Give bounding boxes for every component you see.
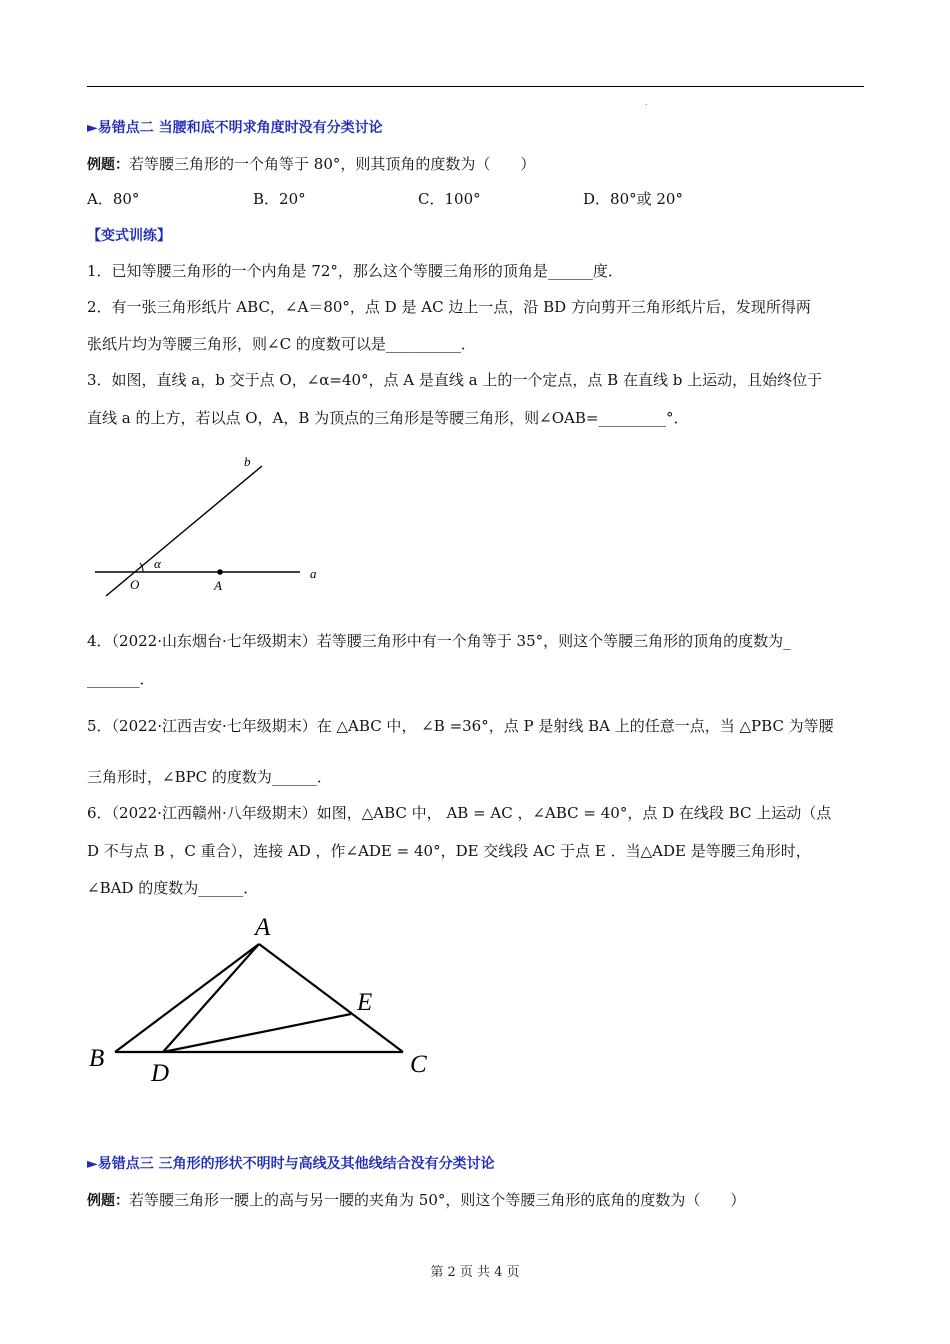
option-c: C．100° bbox=[418, 190, 481, 208]
problem-6-line-3: ∠BAD 的度数为______． bbox=[87, 879, 259, 897]
problem-5-line-1: 5．（2022·江西吉安·七年级期末）在 △ABC 中， ∠B =36°，点 P 是射线 BA 上的任意一点，当 △PBC 为等腰 bbox=[87, 717, 834, 735]
problem-3-line-1: 3．如图，直线 a，b 交于点 O，∠α=40°，点 A 是直线 a 上的一个定点，点 B 在直线 b 上运动，且始终位于 bbox=[87, 371, 823, 389]
segment-ab bbox=[115, 944, 259, 1052]
problem-3-line-2: 直线 a 的上方，若以点 O，A，B 为顶点的三角形是等腰三角形，则∠OAB=_________°． bbox=[87, 409, 689, 427]
option-d: D．80°或 20° bbox=[583, 190, 683, 208]
label-b: b bbox=[244, 454, 251, 469]
label-line-a: a bbox=[310, 566, 317, 581]
segment-ac bbox=[259, 944, 403, 1052]
label-point-e: E bbox=[357, 989, 373, 1016]
problem-6-line-1: 6．（2022·江西赣州·八年级期末）如图，△ABC 中， AB = AC ，∠ABC = 40°，点 D 在线段 BC 上运动（点 bbox=[87, 804, 832, 822]
problem-4-line-1: 4．（2022·山东烟台·七年级期末）若等腰三角形中有一个角等于 35°，则这个等腰三角形的顶角的度数为_ bbox=[87, 632, 791, 650]
figure-triangle-abc bbox=[85, 908, 445, 1088]
label-point-a: A bbox=[214, 578, 222, 593]
header-dot: . bbox=[645, 98, 648, 107]
example-label: 例题： bbox=[87, 1193, 129, 1209]
problem-2-line-2: 张纸片均为等腰三角形，则∠C 的度数可以是__________． bbox=[87, 335, 476, 353]
example-text: 若等腰三角形的一个角等于 80°，则其顶角的度数为（ ） bbox=[129, 155, 536, 173]
problem-4-line-2: _______． bbox=[87, 670, 155, 688]
example-1 bbox=[87, 154, 535, 175]
label-vertex-c: C bbox=[410, 1051, 427, 1078]
problem-2-line-1: 2．有一张三角形纸片 ABC，∠A＝80°，点 D 是 AC 边上一点，沿 BD 方向剪开三角形纸片后，发现所得两 bbox=[87, 298, 811, 316]
section-2-title: ►易错点二 当腰和底不明求角度时没有分类讨论 bbox=[87, 120, 383, 136]
header-rule bbox=[87, 86, 864, 87]
option-b: B．20° bbox=[253, 190, 306, 208]
practice-label: 【变式训练】 bbox=[87, 228, 171, 244]
label-o: O bbox=[130, 577, 140, 592]
example-2 bbox=[87, 1190, 745, 1211]
label-vertex-a: A bbox=[255, 914, 271, 941]
section-3-title: ►易错点三 三角形的形状不明时与高线及其他线结合没有分类讨论 bbox=[87, 1156, 495, 1172]
problem-5-line-2: 三角形时，∠BPC 的度数为______． bbox=[87, 768, 332, 786]
point-a-dot bbox=[217, 569, 223, 575]
example-text: 若等腰三角形一腰上的高与另一腰的夹角为 50°，则这个等腰三角形的底角的度数为（ ） bbox=[129, 1191, 746, 1209]
label-point-d: D bbox=[151, 1060, 170, 1087]
problem-6-line-2: D 不与点 B ，C 重合），连接 AD ，作∠ADE = 40°，DE 交线段 AC 于点 E ．当△ADE 是等腰三角形时， bbox=[87, 842, 811, 860]
figure-lines-a-b bbox=[90, 450, 330, 600]
label-alpha: α bbox=[154, 556, 161, 571]
option-a: A．80° bbox=[87, 190, 140, 208]
problem-1: 1．已知等腰三角形的一个内角是 72°，那么这个等腰三角形的顶角是______度． bbox=[87, 262, 623, 280]
example-label: 例题： bbox=[87, 157, 129, 173]
label-vertex-b: B bbox=[89, 1045, 105, 1072]
page-footer: 第 2 页 共 4 页 bbox=[430, 1265, 520, 1280]
